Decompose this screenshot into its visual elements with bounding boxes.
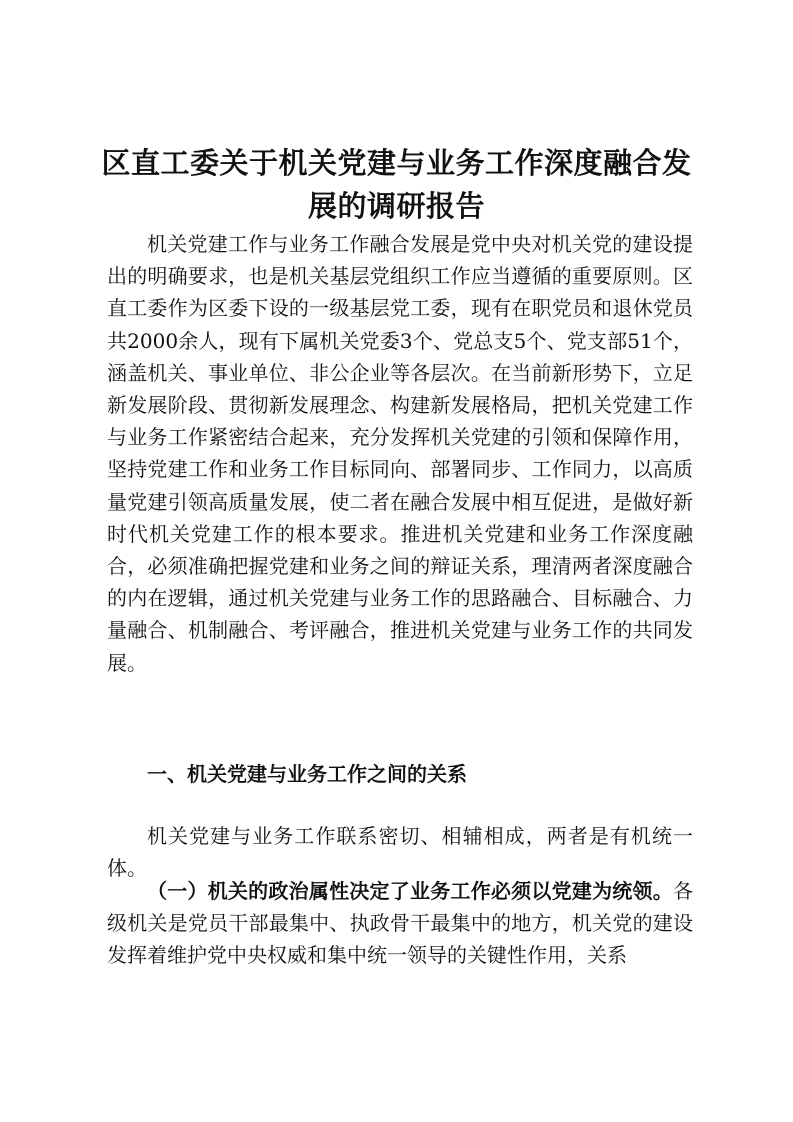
document-title: 区直工委关于机关党建与业务工作深度融合发展的调研报告 [101,146,692,223]
subsection-paragraph [107,875,693,972]
section-paragraph: 机关党建与业务工作联系密切、相辅相成，两者是有机统一体。 [107,824,693,881]
subsection-heading: （一）机关的政治属性决定了业务工作必须以党建为统领。 [147,879,673,903]
intro-paragraph: 机关党建工作与业务工作融合发展是党中央对机关党的建设提出的明确要求，也是机关基层党组织工作应当遵循的重要原则。区直工委作为区委下设的一级基层党工委，现有在职党员和退休党员共2000余人，现有下属机关党委3个、党总支5个、党支部51个，涵盖机关、事业单位、非公企业等各层次。在当前新形势下，立足新发展阶段、贯彻新发展理念、构建新发展格局，把机关党建工作与业务工作紧密结合起来，充分发挥机关党建的引领和保障作用，坚持党建工作和业务工作目标同向、部署同步、工作同力，以高质量党建引领高质量发展，使二者在融合发展中相互促进，是做好新时代机关党建工作的根本要求。推进机关党建和业务工作深度融合，必须准确把握党建和业务之间的辩证关系，理清两者深度融合的内在逻辑，通过机关党建与业务工作的思路融合、目标融合、力量融合、机制融合、考评融合，推进机关党建与业务工作的共同发展。 [107,232,693,675]
section-heading: 一、机关党建与业务工作之间的关系 [147,762,467,786]
subsection-text: 各级机关是党员干部最集中、执政骨干最集中的地方，机关党的建设发挥着维护党中央权威和集中统一领导的关键性作用，关系 [107,879,693,968]
